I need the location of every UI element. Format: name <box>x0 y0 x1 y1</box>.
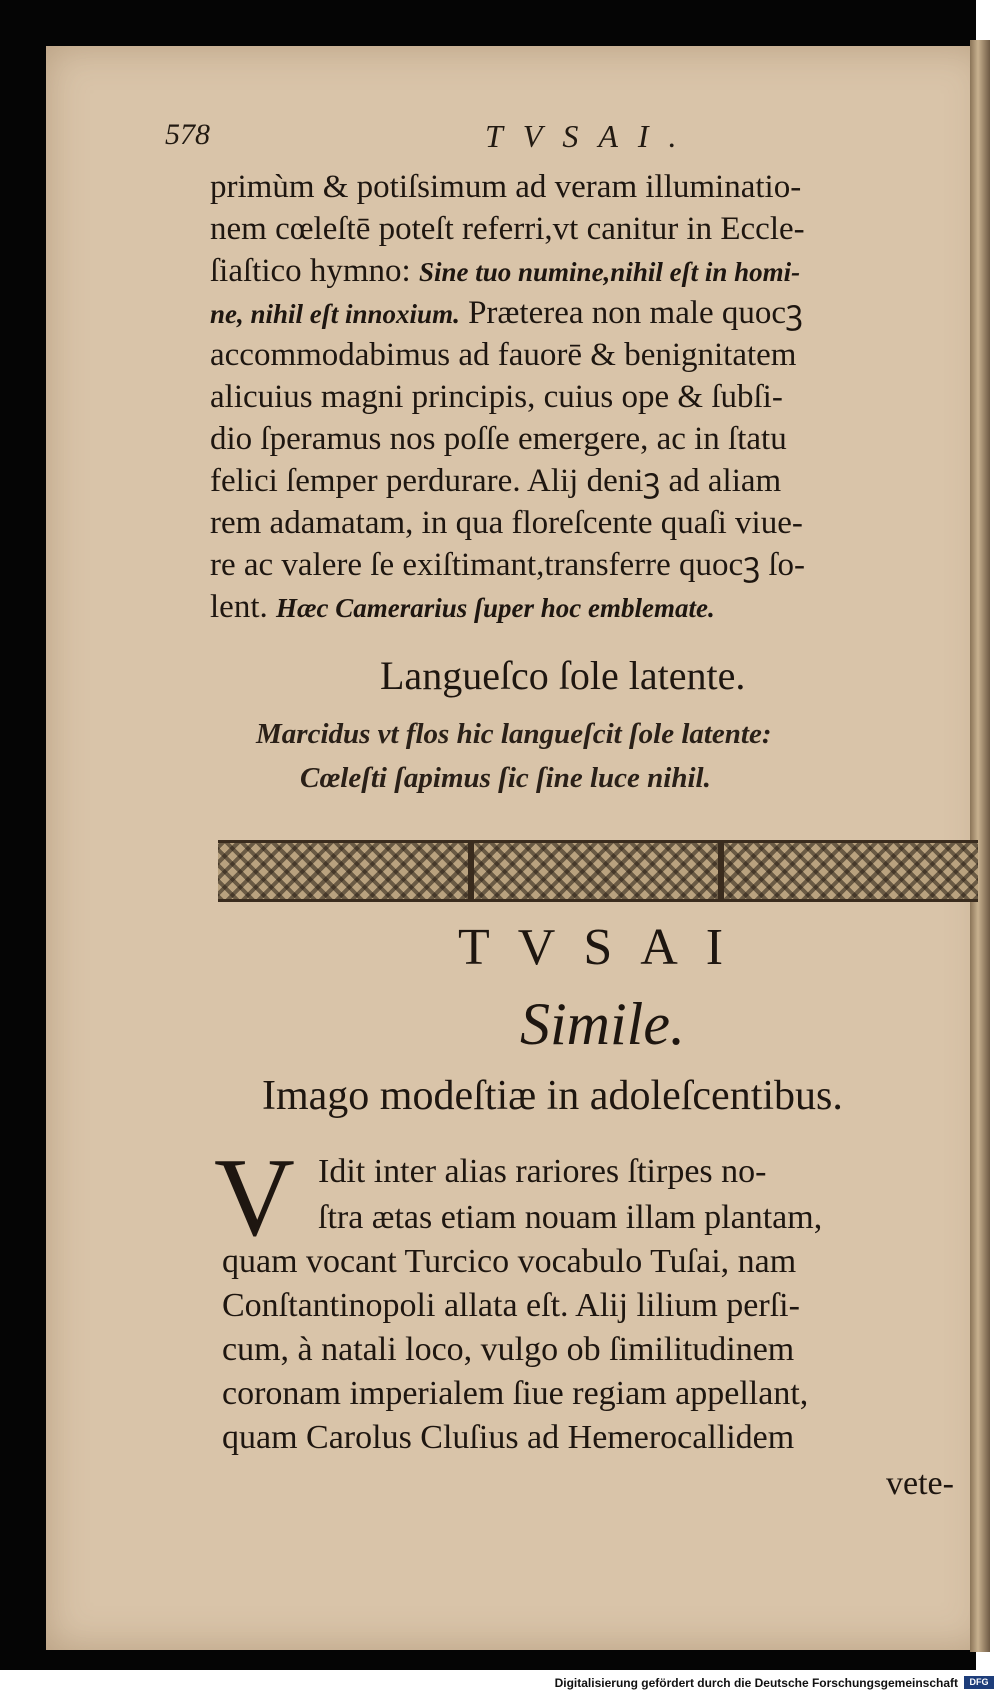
text-line <box>210 292 970 334</box>
section-title: TVSAI <box>458 919 752 976</box>
text-line: Conſtantinopoli allata eſt. Alij lilium perſi- <box>222 1287 800 1324</box>
verse-line: Cœleſti ſapimus ſic ſine luce nihil. <box>300 762 711 794</box>
text-segment: ſiaſtico hymno: <box>210 253 411 289</box>
motto: Langueſco ſole latente. <box>380 653 746 698</box>
text-line: re ac valere ſe exiſtimant,transferre quocꝫ ſo- <box>210 547 805 583</box>
text-line <box>210 586 970 628</box>
ornament-band <box>218 840 978 902</box>
italic-quote: Sine tuo numine,nihil eſt in homi- <box>418 257 801 287</box>
text-line <box>210 250 970 292</box>
digitization-footer <box>0 1670 1000 1696</box>
text-line: rem adamatam, in qua floreſcente quaſi viue- <box>210 505 803 541</box>
running-head: TVSAI. <box>485 118 697 154</box>
text-line: coronam imperialem ſiue regiam appellant, <box>222 1375 809 1412</box>
drop-cap: V <box>214 1136 295 1260</box>
text-line: quam vocant Turcico vocabulo Tuſai, nam <box>222 1243 797 1280</box>
text-line: primùm & potiſsimum ad veram illuminatio- <box>210 169 802 205</box>
ornament-divider <box>468 843 474 899</box>
text-line: Idit inter alias rariores ſtirpes no- <box>318 1153 767 1190</box>
section-subtitle: Simile. <box>520 991 685 1057</box>
verse-line: Marcidus vt flos hic langueſcit ſole latente: <box>256 718 772 750</box>
italic-quote: ne, nihil eſt innoxium. <box>210 299 460 329</box>
text-line: cum, à natali loco, vulgo ob ſimilitudinem <box>222 1331 795 1368</box>
text-segment: Præterea non male quocꝫ <box>468 295 803 331</box>
page-number: 578 <box>165 118 210 151</box>
page-header <box>165 118 945 166</box>
text-line: nem cœleſtē poteſt referri,vt canitur in Eccle- <box>210 211 805 247</box>
text-line: dio ſperamus nos poſſe emergere, ac in ſtatu <box>210 421 787 457</box>
section-heading: Imago modeſtiæ in adoleſcentibus. <box>262 1073 843 1119</box>
text-line: quam Carolus Cluſius ad Hemerocallidem <box>222 1419 795 1456</box>
text-line: felici ſemper perdurare. Alij deniꝫ ad aliam <box>210 463 782 499</box>
ornament-divider <box>718 843 724 899</box>
text-line: accommodabimus ad fauorē & benignitatem <box>210 337 797 373</box>
footer-credit: Digitalisierung gefördert durch die Deutsche Forschungsgemeinschaft <box>554 1676 958 1690</box>
italic-attribution: Hæc Camerarius ſuper hoc emblemate. <box>275 593 715 623</box>
dfg-logo: DFG <box>964 1676 994 1689</box>
text-line: ſtra ætas etiam nouam illam plantam, <box>318 1199 823 1236</box>
text-line: alicuius magni principis, cuius ope & ſubſi- <box>210 379 783 415</box>
text-segment: lent. <box>210 589 268 625</box>
catchword: vete- <box>886 1465 954 1502</box>
